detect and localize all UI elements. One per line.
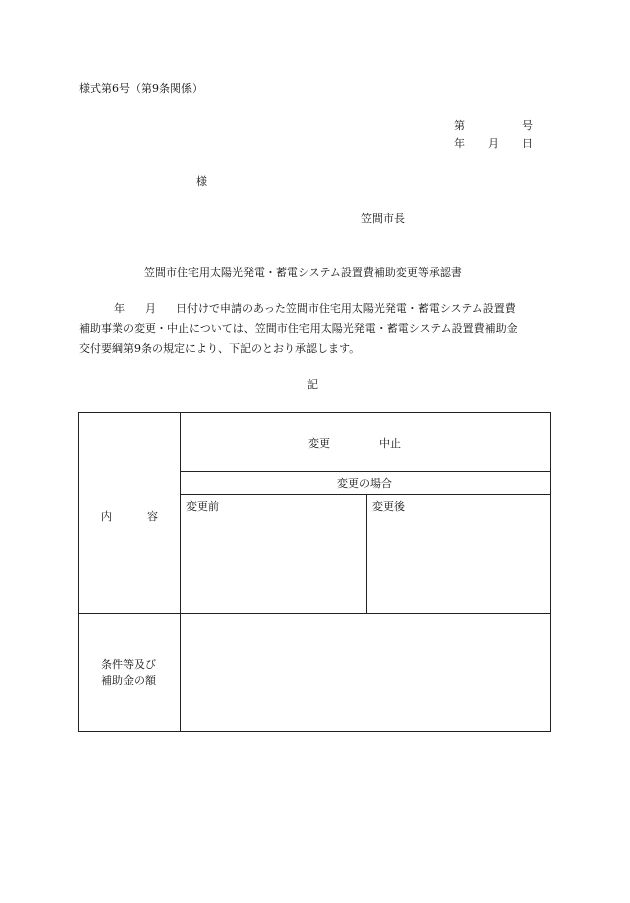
body-year: 年 bbox=[114, 302, 125, 315]
issuer: 笠間市長 bbox=[361, 212, 405, 225]
joken-label-line-2: 補助金の額 bbox=[101, 674, 156, 687]
label-naiyo-2: 容 bbox=[147, 510, 158, 523]
body-line-3: 交付要綱第9条の規定により、下記のとおり承認します。 bbox=[79, 342, 361, 355]
body-month: 月 bbox=[145, 302, 156, 315]
date-year: 年 bbox=[454, 137, 465, 150]
form-number: 様式第6号（第9条関係） bbox=[79, 82, 203, 95]
joken-label-line-1: 条件等及び bbox=[101, 658, 156, 671]
date-month: 月 bbox=[488, 137, 499, 150]
option-henko: 変更 bbox=[308, 437, 330, 450]
date-day: 日 bbox=[522, 137, 533, 150]
henko-go-label: 変更後 bbox=[372, 500, 405, 513]
ki-heading: 記 bbox=[307, 378, 318, 391]
henko-mae-label: 変更前 bbox=[186, 500, 219, 513]
table-vertical-divider bbox=[180, 413, 181, 731]
body-line-1 bbox=[79, 299, 554, 319]
approval-table bbox=[78, 412, 551, 732]
table-henko-bottom-line bbox=[180, 494, 550, 495]
body-line-2: 補助事業の変更・中止については、笠間市住宅用太陽光発電・蓄電システム設置費補助金 bbox=[79, 322, 518, 335]
table-horizontal-divider-mid bbox=[79, 613, 550, 614]
table-before-after-divider bbox=[366, 494, 367, 613]
doc-number-go: 号 bbox=[522, 119, 533, 132]
henko-no-baai-label: 変更の場合 bbox=[337, 477, 392, 490]
addressee-suffix: 様 bbox=[196, 175, 207, 188]
document-title: 笠間市住宅用太陽光発電・蓄電システム設置費補助変更等承認書 bbox=[144, 266, 462, 279]
table-henko-top-line bbox=[180, 471, 550, 472]
body-paragraph bbox=[79, 299, 554, 359]
body-line-1-text: 日付けで申請のあった笠間市住宅用太陽光発電・蓄電システム設置費 bbox=[176, 302, 516, 315]
option-chushi: 中止 bbox=[379, 437, 401, 450]
label-naiyo-1: 内 bbox=[101, 510, 112, 523]
doc-number-dai: 第 bbox=[454, 119, 465, 132]
